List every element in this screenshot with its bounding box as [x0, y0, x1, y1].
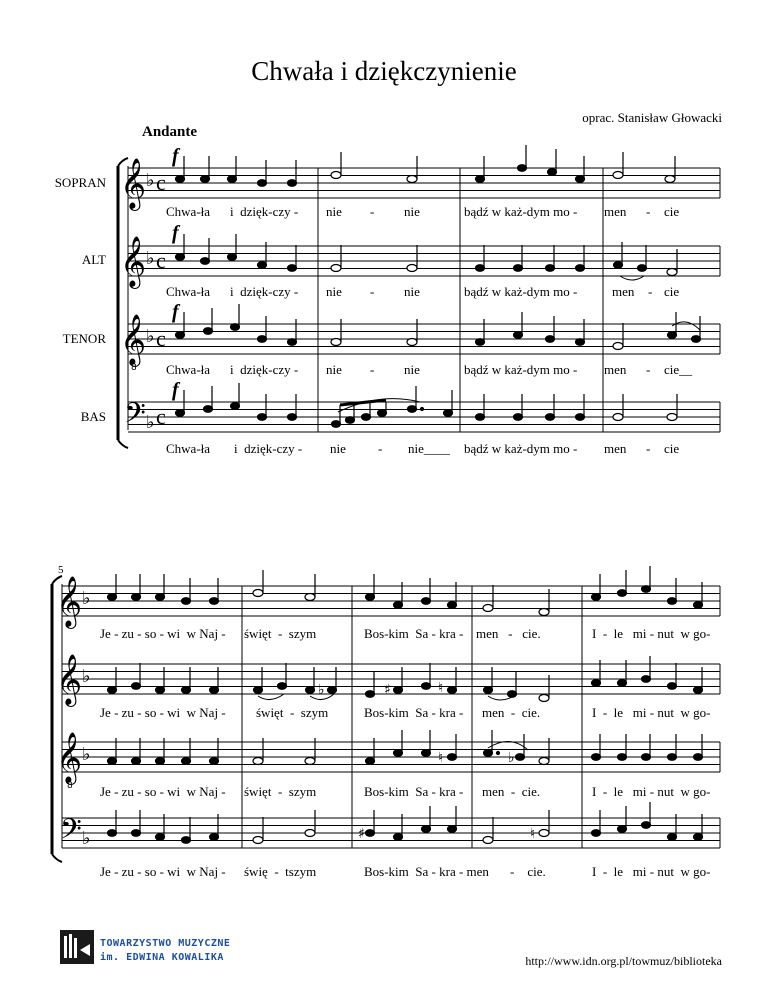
dynamic-tenor: f — [172, 301, 179, 323]
svg-text:c: c — [156, 326, 166, 351]
lyric: cie — [664, 284, 680, 299]
svg-text:♭: ♭ — [146, 248, 155, 269]
lyric: cie — [664, 204, 680, 219]
logo-text-line1: TOWARZYSTWO MUZYCZNE — [100, 938, 231, 949]
lyric: Chwa-ła — [166, 204, 211, 219]
publisher-logo — [60, 930, 260, 970]
lyric: I - le mi - nut w go- — [592, 864, 711, 879]
svg-text:8: 8 — [131, 363, 137, 373]
lyric: Bos-kim Sa - kra - men — [364, 864, 489, 879]
lyric: - — [370, 284, 375, 299]
lyric: i dzięk-czy - — [230, 204, 299, 219]
lyric: świę - tszym — [244, 864, 317, 879]
lyric: Je - zu - so - wi w Naj - — [100, 864, 226, 879]
lyric: święt - szym — [244, 784, 317, 799]
part-name-tenor: TENOR — [62, 331, 106, 346]
svg-text:♭: ♭ — [82, 588, 91, 609]
part-name-alto: ALT — [81, 252, 106, 267]
lyric: I - le mi - nut w go- — [592, 784, 711, 799]
lyric: - — [648, 284, 653, 299]
svg-text:♭: ♭ — [146, 412, 155, 433]
staff-lines-system-2 — [62, 586, 720, 848]
part-name-soprano: SOPRAN — [54, 175, 106, 190]
lyric: - — [646, 441, 651, 456]
lyric: Bos-kim Sa - kra - — [364, 784, 464, 799]
svg-text:♮: ♮ — [438, 750, 444, 766]
svg-text:𝄢: 𝄢 — [124, 397, 146, 437]
svg-text:𝄞: 𝄞 — [56, 576, 83, 627]
lyric: i dzięk-czy - — [230, 362, 299, 377]
lyric: nie — [326, 284, 342, 299]
svg-text:𝄞: 𝄞 — [120, 236, 147, 287]
svg-text:𝄞: 𝄞 — [120, 314, 147, 365]
organ-pipes-icon — [60, 930, 94, 964]
lyric: Chwa-ła — [166, 284, 211, 299]
notes-system-1 — [176, 145, 701, 427]
svg-text:c: c — [156, 248, 166, 273]
staff-lines-system-1 — [128, 168, 720, 432]
lyric: bądź w każ-dym mo - — [464, 441, 578, 456]
lyric: bądź w każ-dym mo - — [464, 284, 578, 299]
lyric: i dzięk-czy - — [230, 284, 299, 299]
svg-text:♯: ♯ — [384, 682, 391, 698]
clefs-system-2 — [56, 576, 91, 853]
lyric: men — [604, 441, 627, 456]
lyric: men — [604, 362, 627, 377]
svg-text:c: c — [156, 170, 166, 195]
svg-text:𝄞: 𝄞 — [56, 732, 83, 783]
lyric: nie — [404, 284, 420, 299]
svg-text:♮: ♮ — [438, 680, 444, 696]
notes-system-2 — [108, 566, 703, 844]
svg-text:8: 8 — [67, 781, 73, 791]
svg-text:♭: ♭ — [318, 682, 325, 698]
lyric: Je - zu - so - wi w Naj - — [100, 626, 226, 641]
tempo-marking: Andante — [142, 124, 198, 140]
lyric: Bos-kim Sa - kra - — [364, 705, 464, 720]
lyric: men — [612, 284, 635, 299]
lyric: men - cie. — [476, 626, 541, 641]
svg-text:𝄞: 𝄞 — [56, 654, 83, 705]
logo-text-line2: im. EDWINA KOWALIKA — [100, 952, 224, 963]
svg-text:♭: ♭ — [82, 828, 91, 849]
svg-text:c: c — [156, 404, 166, 429]
dynamic-soprano: f — [172, 145, 179, 167]
lyric: cie — [664, 441, 680, 456]
lyric: bądź w każ-dym mo - — [464, 362, 578, 377]
svg-text:♭: ♭ — [508, 750, 515, 766]
clefs-system-1 — [120, 158, 166, 437]
lyric: nie — [330, 441, 346, 456]
lyric: cie__ — [664, 362, 693, 377]
svg-text:♭: ♭ — [82, 666, 91, 687]
lyric: nie — [326, 362, 342, 377]
svg-text:♮: ♮ — [530, 826, 536, 842]
dynamic-alto: f — [172, 222, 179, 244]
lyric: święt - szym — [244, 626, 317, 641]
lyric: Chwa-ła — [166, 441, 211, 456]
arranger-credit: oprac. Stanisław Głowacki — [582, 110, 722, 125]
page-title: Chwała i dziękczynienie — [251, 56, 517, 86]
measure-number: 5 — [58, 564, 64, 576]
lyric: men - cie. — [482, 705, 541, 720]
lyric: nie — [326, 204, 342, 219]
part-name-bass: BAS — [80, 409, 106, 424]
lyric: - — [646, 204, 651, 219]
lyric: men - cie. — [482, 784, 541, 799]
svg-text:♭: ♭ — [146, 326, 155, 347]
svg-text:♭: ♭ — [146, 170, 155, 191]
lyric: - — [646, 362, 651, 377]
lyric: I - le mi - nut w go- — [592, 705, 711, 720]
lyric: - — [370, 362, 375, 377]
lyric: - cie. — [510, 864, 546, 879]
lyric: Je - zu - so - wi w Naj - — [100, 705, 226, 720]
svg-text:♭: ♭ — [82, 744, 91, 765]
lyric: święt - szym — [256, 705, 329, 720]
svg-text:𝄢: 𝄢 — [60, 813, 82, 853]
svg-text:♯: ♯ — [358, 826, 365, 842]
lyric: nie — [404, 204, 420, 219]
lyric: Je - zu - so - wi w Naj - — [100, 784, 226, 799]
lyric: bądź w każ-dym mo - — [464, 204, 578, 219]
source-url[interactable]: http://www.idn.org.pl/towmuz/biblioteka — [525, 954, 722, 968]
lyric: - — [378, 441, 383, 456]
lyric: - — [370, 204, 375, 219]
dynamic-bass: f — [172, 379, 179, 401]
lyric: nie____ — [408, 441, 450, 456]
lyric: Bos-kim Sa - kra - — [364, 626, 464, 641]
slurs-system-1 — [338, 276, 700, 412]
lyric: nie — [404, 362, 420, 377]
lyric: Chwa-ła — [166, 362, 211, 377]
lyric: i dzięk-czy - — [234, 441, 303, 456]
svg-text:𝄞: 𝄞 — [120, 158, 147, 209]
lyric: I - le mi - nut w go- — [592, 626, 711, 641]
lyric: men — [604, 204, 627, 219]
